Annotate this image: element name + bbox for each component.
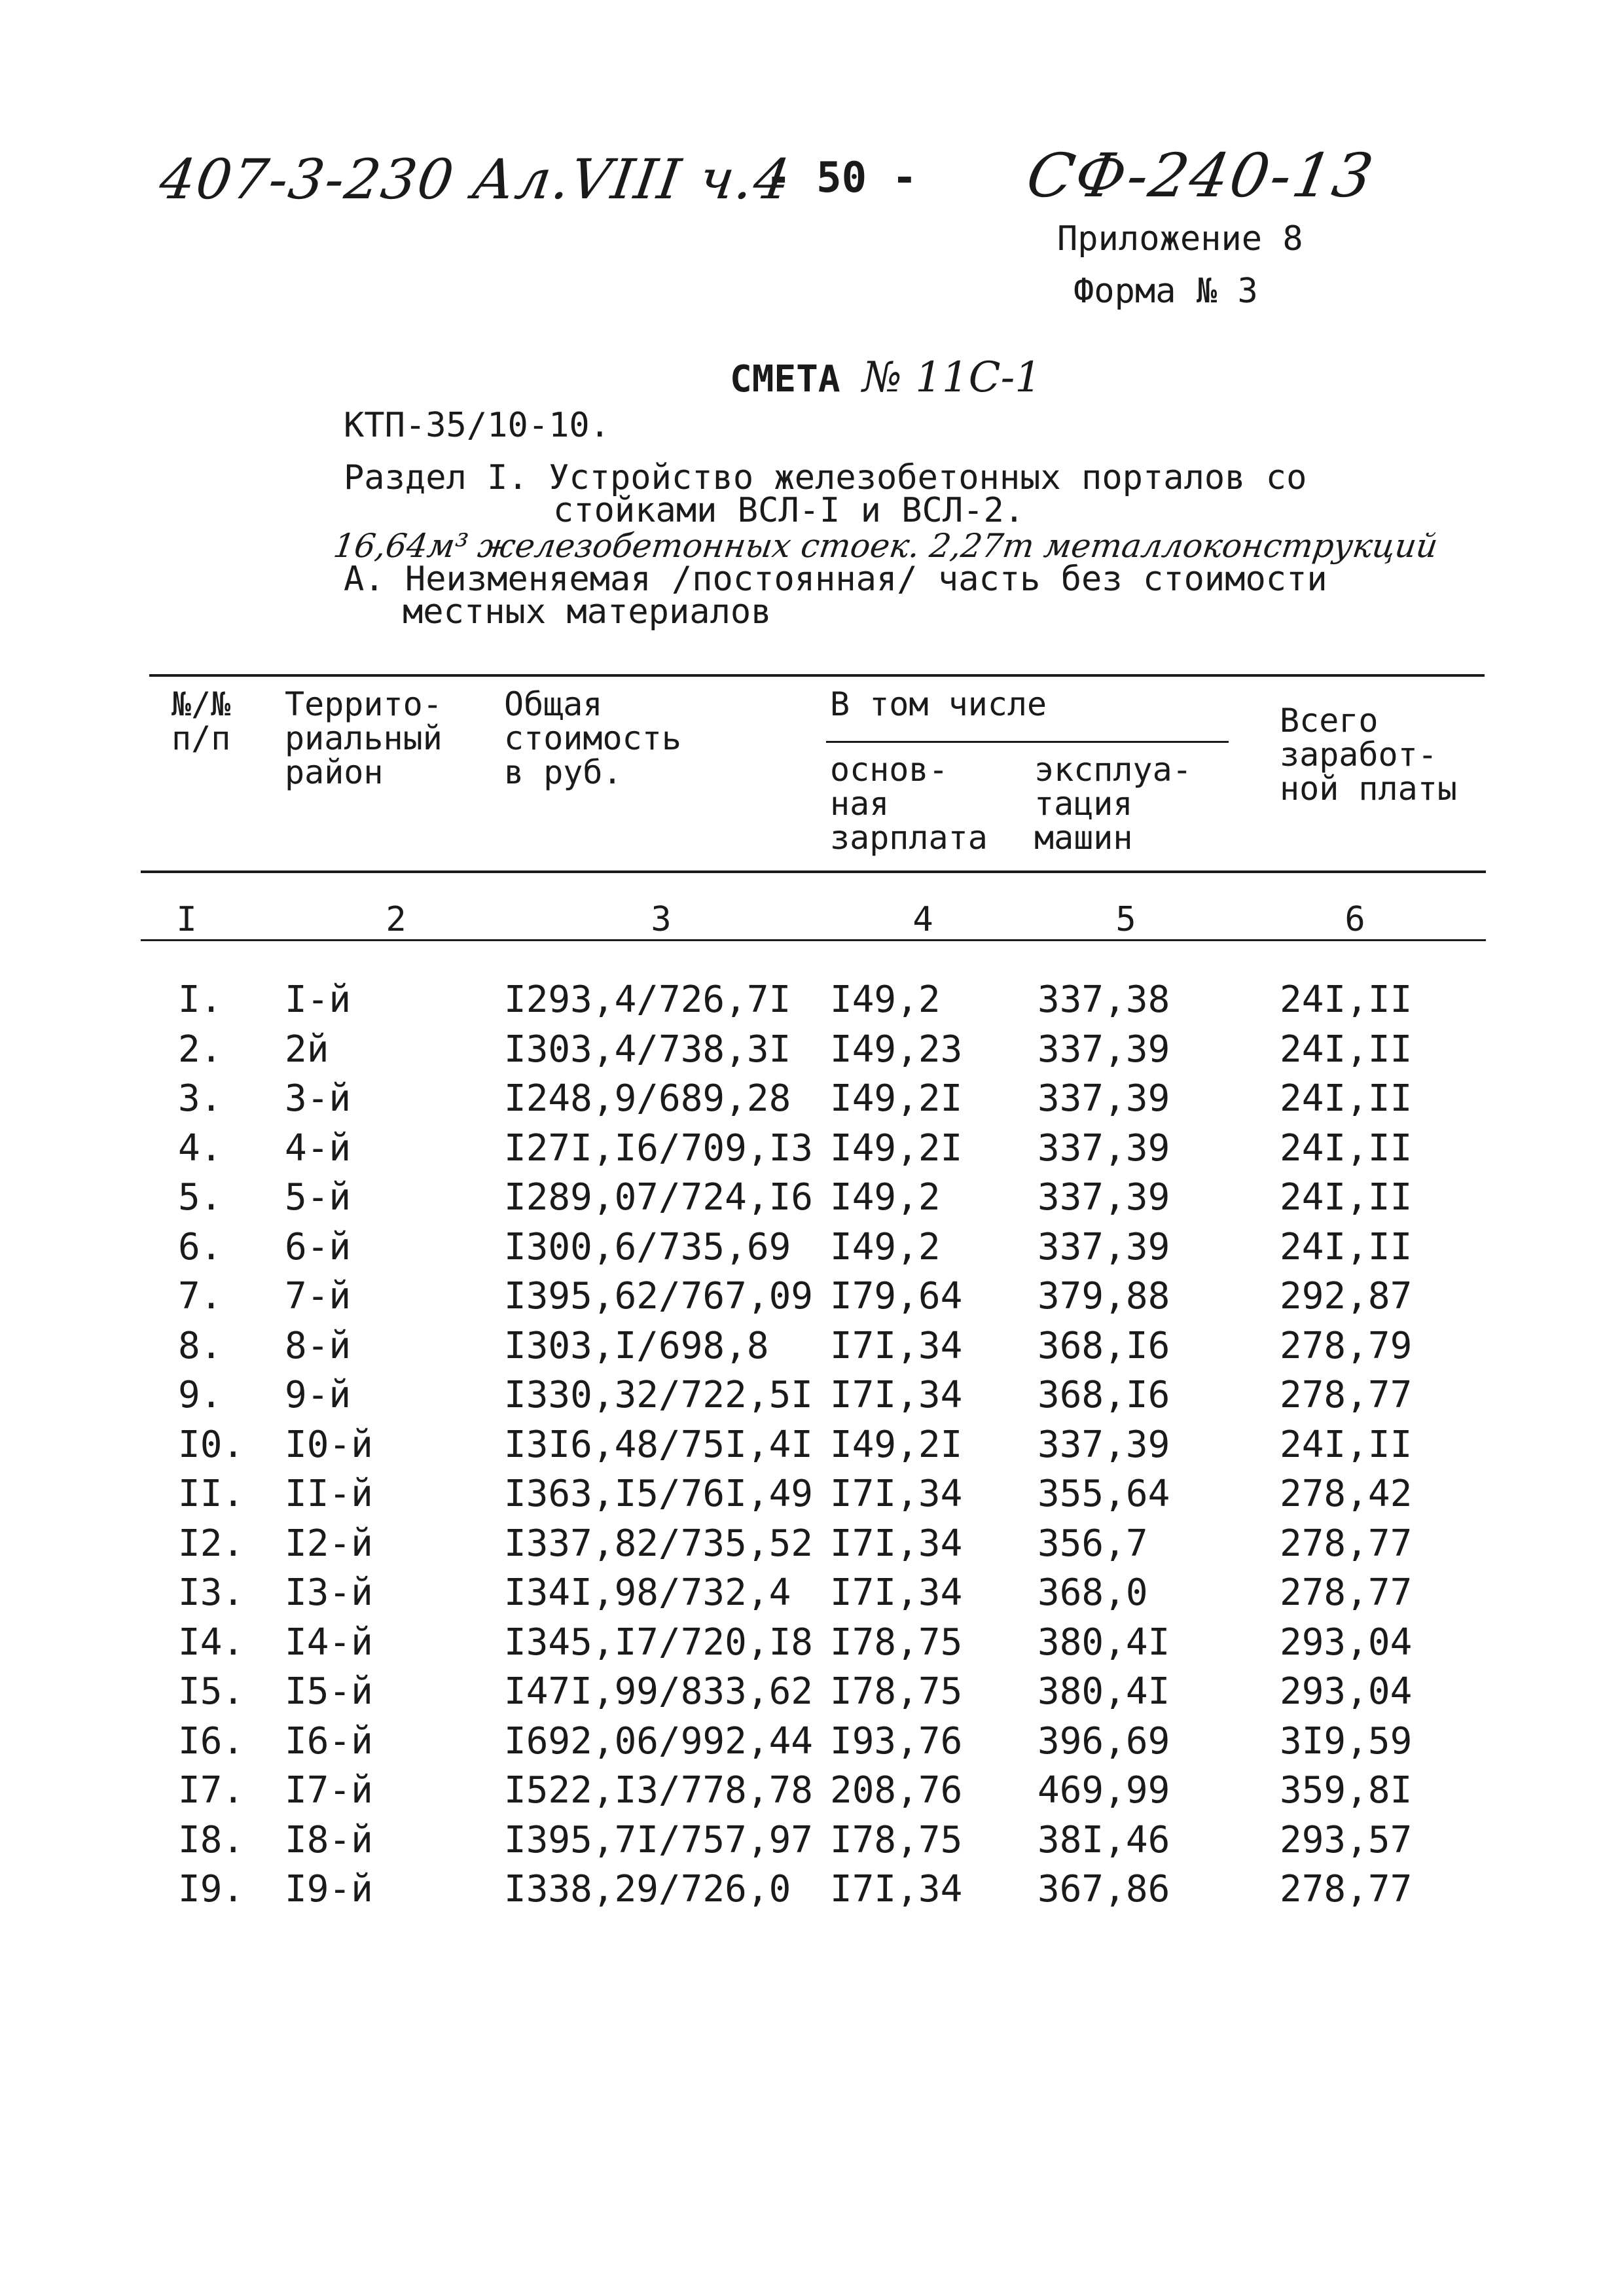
column-number-1: I xyxy=(176,900,197,939)
cell-total-cost: I345,I7/720,I8 xyxy=(504,1621,814,1664)
cell-total-cost: I47I,99/833,62 xyxy=(504,1670,814,1713)
column-number-3: 3 xyxy=(651,900,672,939)
table-row xyxy=(0,1127,1624,1177)
cell-row-number: 9. xyxy=(178,1374,223,1416)
cell-row-number: II. xyxy=(178,1473,245,1515)
cell-base-wage: I7I,34 xyxy=(830,1324,963,1367)
cell-total-wage: 24I,II xyxy=(1280,1028,1413,1071)
cell-region: 7-й xyxy=(285,1275,352,1318)
estimate-number: № 11С-1 xyxy=(862,353,1041,402)
cell-region: 2й xyxy=(285,1028,329,1071)
estimate-title xyxy=(730,353,1041,402)
cell-machine-operation: 380,4I xyxy=(1038,1670,1170,1713)
table-row xyxy=(0,1374,1624,1424)
cell-total-cost: I293,4/726,7I xyxy=(504,978,791,1021)
cell-base-wage: I49,2I xyxy=(830,1126,963,1170)
part-title-line-1: А. Неизменяемая /постоянная/ часть без стоимости xyxy=(344,560,1327,599)
cell-total-wage: 293,57 xyxy=(1280,1818,1413,1861)
cell-total-wage: 24I,II xyxy=(1280,1225,1413,1268)
cell-base-wage: I78,75 xyxy=(830,1670,963,1713)
cell-total-wage: 359,8I xyxy=(1280,1769,1413,1812)
cell-base-wage: I7I,34 xyxy=(830,1374,963,1416)
cell-row-number: 7. xyxy=(178,1275,223,1318)
table-top-rule xyxy=(149,674,1485,677)
cell-total-cost: I27I,I6/709,I3 xyxy=(504,1126,814,1170)
cell-region: I-й xyxy=(285,978,352,1021)
cell-total-cost: I248,9/689,28 xyxy=(504,1077,791,1120)
cell-row-number: 3. xyxy=(178,1077,223,1120)
cell-region: I0-й xyxy=(285,1423,373,1466)
cell-total-cost: I303,I/698,8 xyxy=(504,1324,769,1367)
cell-row-number: I3. xyxy=(178,1571,245,1614)
series-code: СФ-240-13 xyxy=(1021,141,1380,211)
cell-region: I2-й xyxy=(285,1522,373,1565)
cell-row-number: I. xyxy=(178,978,223,1021)
cell-region: I5-й xyxy=(285,1670,373,1713)
cell-total-cost: I395,7I/757,97 xyxy=(504,1818,814,1861)
page-number: - 50 - xyxy=(766,154,918,202)
cell-row-number: 6. xyxy=(178,1225,223,1268)
cell-total-cost: I338,29/726,0 xyxy=(504,1868,791,1910)
header-including: В том числе xyxy=(830,685,1047,723)
cell-total-wage: 293,04 xyxy=(1280,1621,1413,1664)
cell-row-number: I4. xyxy=(178,1621,245,1664)
cell-base-wage: 208,76 xyxy=(830,1769,963,1812)
cell-region: I3-й xyxy=(285,1571,373,1614)
cell-machine-operation: 337,38 xyxy=(1038,978,1170,1021)
cell-machine-operation: 380,4I xyxy=(1038,1621,1170,1664)
table-row xyxy=(0,1325,1624,1374)
part-title-line-2: местных материалов xyxy=(403,592,772,632)
section-title-line-1: Раздел I. Устройство железобетонных порталов со xyxy=(344,458,1307,497)
cell-total-wage: 278,77 xyxy=(1280,1868,1413,1910)
cell-row-number: I2. xyxy=(178,1522,245,1565)
cell-machine-operation: 379,88 xyxy=(1038,1275,1170,1318)
cell-base-wage: I7I,34 xyxy=(830,1571,963,1614)
cell-total-cost: I522,I3/778,78 xyxy=(504,1769,814,1812)
cell-total-wage: 24I,II xyxy=(1280,1126,1413,1170)
cell-row-number: I5. xyxy=(178,1670,245,1713)
column-number-rule xyxy=(141,939,1486,941)
cell-base-wage: I78,75 xyxy=(830,1621,963,1664)
cell-region: 3-й xyxy=(285,1077,352,1120)
cell-total-wage: 24I,II xyxy=(1280,1423,1413,1466)
cell-total-cost: I395,62/767,09 xyxy=(504,1275,814,1318)
table-row xyxy=(0,1522,1624,1572)
column-number-6: 6 xyxy=(1344,900,1365,939)
cell-total-wage: 292,87 xyxy=(1280,1275,1413,1318)
cell-base-wage: I49,2I xyxy=(830,1423,963,1466)
cell-region: I7-й xyxy=(285,1769,373,1812)
handwritten-volume-note: 16,64м³ железобетонных стоек. 2,27т металлоконструкций xyxy=(331,527,1441,565)
cell-total-wage: 293,04 xyxy=(1280,1670,1413,1713)
header-total-wage: Всего заработ- ной платы xyxy=(1280,702,1457,808)
cell-machine-operation: 469,99 xyxy=(1038,1769,1170,1812)
cell-machine-operation: 337,39 xyxy=(1038,1028,1170,1071)
cell-base-wage: I49,2I xyxy=(830,1077,963,1120)
cell-row-number: I9. xyxy=(178,1868,245,1910)
cell-total-cost: I3I6,48/75I,4I xyxy=(504,1423,814,1466)
header-base-wage: основ- ная зарплата xyxy=(830,751,988,857)
cell-total-wage: 278,42 xyxy=(1280,1473,1413,1515)
cell-row-number: I6. xyxy=(178,1719,245,1763)
cell-base-wage: I93,76 xyxy=(830,1719,963,1763)
cell-base-wage: I7I,34 xyxy=(830,1473,963,1515)
form-label: Форма № 3 xyxy=(1074,272,1258,311)
cell-machine-operation: 367,86 xyxy=(1038,1868,1170,1910)
header-bottom-rule xyxy=(141,870,1486,873)
cell-total-cost: I34I,98/732,4 xyxy=(504,1571,791,1614)
cell-base-wage: I49,2 xyxy=(830,1225,941,1268)
estimate-title-text: СМЕТА xyxy=(730,358,840,401)
cell-base-wage: I7I,34 xyxy=(830,1868,963,1910)
cell-total-wage: 278,77 xyxy=(1280,1374,1413,1416)
header-including-underline xyxy=(826,741,1229,743)
cell-region: 9-й xyxy=(285,1374,352,1416)
column-number-2: 2 xyxy=(386,900,406,939)
cell-total-cost: I330,32/722,5I xyxy=(504,1374,814,1416)
cell-region: I9-й xyxy=(285,1868,373,1910)
cell-machine-operation: 368,0 xyxy=(1038,1571,1148,1614)
cell-row-number: I0. xyxy=(178,1423,245,1466)
cell-region: I6-й xyxy=(285,1719,373,1763)
cell-row-number: 4. xyxy=(178,1126,223,1170)
table-row xyxy=(0,1571,1624,1621)
section-title-line-2: стойками ВСЛ-I и ВСЛ-2. xyxy=(553,491,1025,530)
cell-total-cost: I363,I5/76I,49 xyxy=(504,1473,814,1515)
header-machine-operation: эксплуа- тация машин xyxy=(1034,751,1192,857)
table-row xyxy=(0,978,1624,1028)
cell-row-number: 8. xyxy=(178,1324,223,1367)
table-row xyxy=(0,1176,1624,1226)
table-row xyxy=(0,1868,1624,1918)
cell-total-wage: 278,79 xyxy=(1280,1324,1413,1367)
table-row xyxy=(0,1670,1624,1720)
table-row xyxy=(0,1473,1624,1522)
cell-region: 6-й xyxy=(285,1225,352,1268)
cell-row-number: 2. xyxy=(178,1028,223,1071)
table-row xyxy=(0,1819,1624,1869)
cell-base-wage: I79,64 xyxy=(830,1275,963,1318)
table-row xyxy=(0,1077,1624,1127)
cell-row-number: I7. xyxy=(178,1769,245,1812)
table-row xyxy=(0,1028,1624,1078)
column-number-4: 4 xyxy=(912,900,933,939)
cell-machine-operation: 337,39 xyxy=(1038,1077,1170,1120)
cell-base-wage: I49,2 xyxy=(830,1176,941,1219)
cell-total-cost: I300,6/735,69 xyxy=(504,1225,791,1268)
cell-machine-operation: 355,64 xyxy=(1038,1473,1170,1515)
table-body xyxy=(0,978,1624,1918)
cell-row-number: I8. xyxy=(178,1818,245,1861)
cell-machine-operation: 337,39 xyxy=(1038,1225,1170,1268)
cell-total-wage: 24I,II xyxy=(1280,1176,1413,1219)
cell-machine-operation: 396,69 xyxy=(1038,1719,1170,1763)
cell-machine-operation: 337,39 xyxy=(1038,1126,1170,1170)
cell-base-wage: I49,2 xyxy=(830,978,941,1021)
cell-region: II-й xyxy=(285,1473,373,1515)
cell-total-wage: 278,77 xyxy=(1280,1571,1413,1614)
cell-total-wage: 24I,II xyxy=(1280,1077,1413,1120)
cell-base-wage: I78,75 xyxy=(830,1818,963,1861)
header-total-cost: Общая стоимость в руб. xyxy=(504,685,681,791)
cell-region: I4-й xyxy=(285,1621,373,1664)
cell-total-cost: I303,4/738,3I xyxy=(504,1028,791,1071)
cell-total-wage: 3I9,59 xyxy=(1280,1719,1413,1763)
cell-total-cost: I692,06/992,44 xyxy=(504,1719,814,1763)
cell-base-wage: I7I,34 xyxy=(830,1522,963,1565)
cell-machine-operation: 38I,46 xyxy=(1038,1818,1170,1861)
table-row xyxy=(0,1720,1624,1770)
table-row xyxy=(0,1275,1624,1325)
cell-region: 4-й xyxy=(285,1126,352,1170)
header-no: №/№ п/п xyxy=(171,685,231,757)
cell-machine-operation: 337,39 xyxy=(1038,1176,1170,1219)
cell-region: 5-й xyxy=(285,1176,352,1219)
cell-region: 8-й xyxy=(285,1324,352,1367)
cell-machine-operation: 368,I6 xyxy=(1038,1324,1170,1367)
header-region: Террито- риальный район xyxy=(285,685,442,791)
cell-total-wage: 24I,II xyxy=(1280,978,1413,1021)
column-number-5: 5 xyxy=(1115,900,1136,939)
cell-machine-operation: 368,I6 xyxy=(1038,1374,1170,1416)
appendix-label: Приложение 8 xyxy=(1057,219,1303,259)
table-row xyxy=(0,1424,1624,1473)
table-row xyxy=(0,1621,1624,1671)
cell-row-number: 5. xyxy=(178,1176,223,1219)
cell-machine-operation: 337,39 xyxy=(1038,1423,1170,1466)
table-row xyxy=(0,1769,1624,1819)
object-name: КТП-35/10-10. xyxy=(344,406,610,445)
cell-base-wage: I49,23 xyxy=(830,1028,963,1071)
cell-total-wage: 278,77 xyxy=(1280,1522,1413,1565)
cell-machine-operation: 356,7 xyxy=(1038,1522,1148,1565)
table-row xyxy=(0,1226,1624,1276)
cell-region: I8-й xyxy=(285,1818,373,1861)
cell-total-cost: I337,82/735,52 xyxy=(504,1522,814,1565)
cell-total-cost: I289,07/724,I6 xyxy=(504,1176,814,1219)
document-code: 407-3-230 Ал.VIII ч.4 xyxy=(156,147,795,211)
